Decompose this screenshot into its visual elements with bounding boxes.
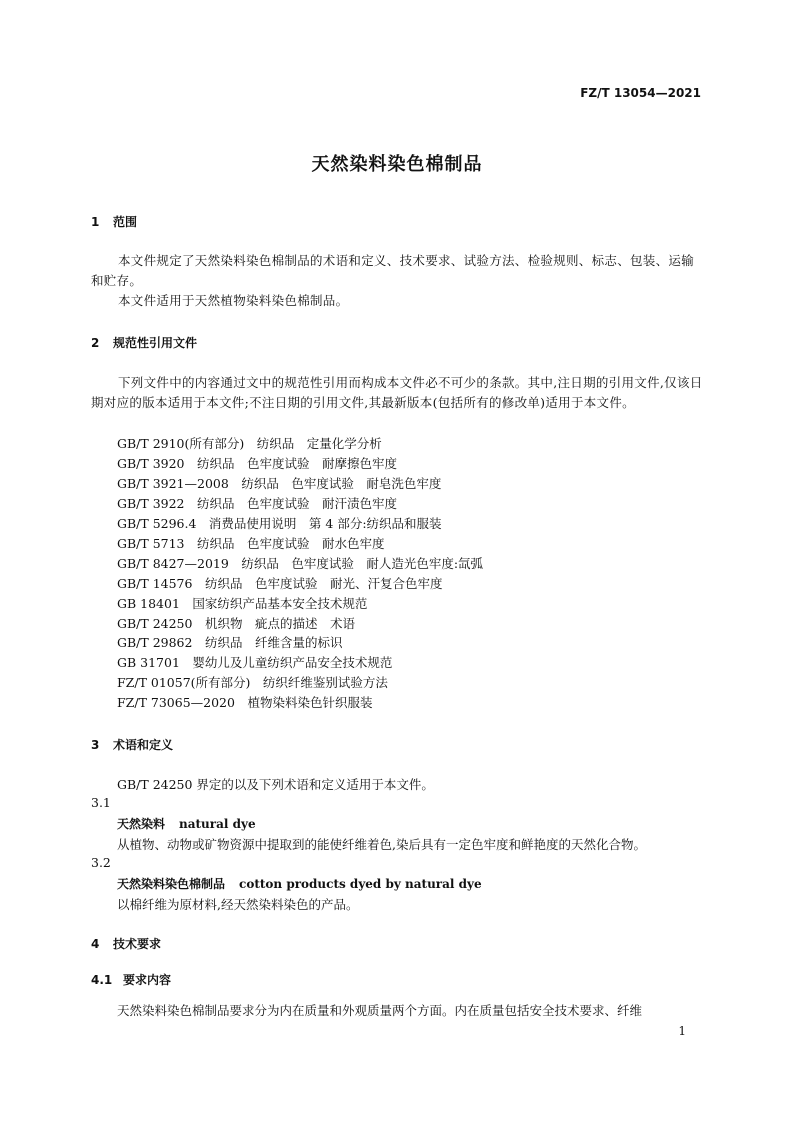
section-1-paragraph-2: 本文件适用于天然植物染料染色棉制品。 — [118, 293, 349, 308]
section-number: 3 — [91, 738, 100, 752]
subsection-4-1-heading — [91, 971, 171, 988]
reference-item: GB/T 3921—2008 纺织品 色牢度试验 耐皂洗色牢度 — [117, 476, 442, 491]
reference-item: GB/T 2910(所有部分) 纺织品 定量化学分析 — [117, 436, 382, 451]
reference-item: GB/T 29862 纺织品 纤维含量的标识 — [117, 635, 343, 650]
term-definition: 以棉纤维为原材料,经天然染料染色的产品。 — [117, 897, 359, 912]
term-number: 3.2 — [91, 855, 111, 870]
term-en: cotton products dyed by natural dye — [239, 877, 482, 891]
section-3-heading — [91, 736, 173, 753]
term-number: 3.1 — [91, 795, 111, 810]
term-heading — [117, 875, 482, 892]
reference-item: GB/T 5296.4 消费品使用说明 第 4 部分:纺织品和服装 — [117, 516, 442, 531]
section-number: 2 — [91, 336, 100, 350]
reference-item: GB/T 8427—2019 纺织品 色牢度试验 耐人造光色牢度:氙弧 — [117, 556, 484, 571]
section-3-intro: GB/T 24250 界定的以及下列术语和定义适用于本文件。 — [117, 777, 434, 792]
term-cn: 天然染料 — [117, 817, 166, 831]
term-en: natural dye — [179, 817, 256, 831]
section-2-heading — [91, 334, 197, 351]
reference-item: GB/T 3922 纺织品 色牢度试验 耐汗渍色牢度 — [117, 496, 398, 511]
document-title: 天然染料染色棉制品 — [311, 154, 483, 175]
reference-item: GB/T 24250 机织物 疵点的描述 术语 — [117, 616, 355, 631]
reference-item: FZ/T 73065—2020 植物染料染色针织服装 — [117, 695, 373, 710]
standard-code: FZ/T 13054—2021 — [580, 86, 701, 100]
term-definition: 从植物、动物或矿物资源中提取到的能使纤维着色,染后具有一定色牢度和鲜艳度的天然化合物。 — [117, 837, 646, 852]
section-2-intro: 下列文件中的内容通过文中的规范性引用而构成本文件必不可少的条款。其中,注日期的引用文件,仅该日期对应的版本适用于本文件;不注日期的引用文件,其最新版本(包括所有的修改单)适用于本文件。 — [91, 375, 703, 410]
reference-item: GB 18401 国家纺织产品基本安全技术规范 — [117, 596, 368, 611]
term-heading — [117, 815, 256, 832]
section-number: 1 — [91, 215, 100, 229]
page-number: 1 — [678, 1024, 686, 1038]
section-number: 4 — [91, 937, 100, 951]
section-4-heading — [91, 935, 161, 952]
reference-item: FZ/T 01057(所有部分) 纺织纤维鉴别试验方法 — [117, 675, 388, 690]
section-title: 规范性引用文件 — [113, 336, 198, 350]
section-1-heading — [91, 213, 137, 230]
subsection-number: 4.1 — [91, 973, 113, 987]
term-cn: 天然染料染色棉制品 — [117, 877, 226, 891]
subsection-title: 要求内容 — [123, 973, 172, 987]
section-title: 范围 — [113, 215, 138, 229]
section-title: 术语和定义 — [113, 738, 174, 752]
subsection-4-1-paragraph: 天然染料染色棉制品要求分为内在质量和外观质量两个方面。内在质量包括安全技术要求、纤维 — [117, 1003, 643, 1018]
reference-item: GB/T 14576 纺织品 色牢度试验 耐光、汗复合色牢度 — [117, 576, 443, 591]
reference-item: GB/T 5713 纺织品 色牢度试验 耐水色牢度 — [117, 536, 385, 551]
section-1-paragraph-1: 本文件规定了天然染料染色棉制品的术语和定义、技术要求、试验方法、检验规则、标志、包装、运输和贮存。 — [91, 253, 695, 288]
reference-item: GB 31701 婴幼儿及儿童纺织产品安全技术规范 — [117, 655, 393, 670]
section-title: 技术要求 — [113, 937, 162, 951]
reference-item: GB/T 3920 纺织品 色牢度试验 耐摩擦色牢度 — [117, 456, 398, 471]
